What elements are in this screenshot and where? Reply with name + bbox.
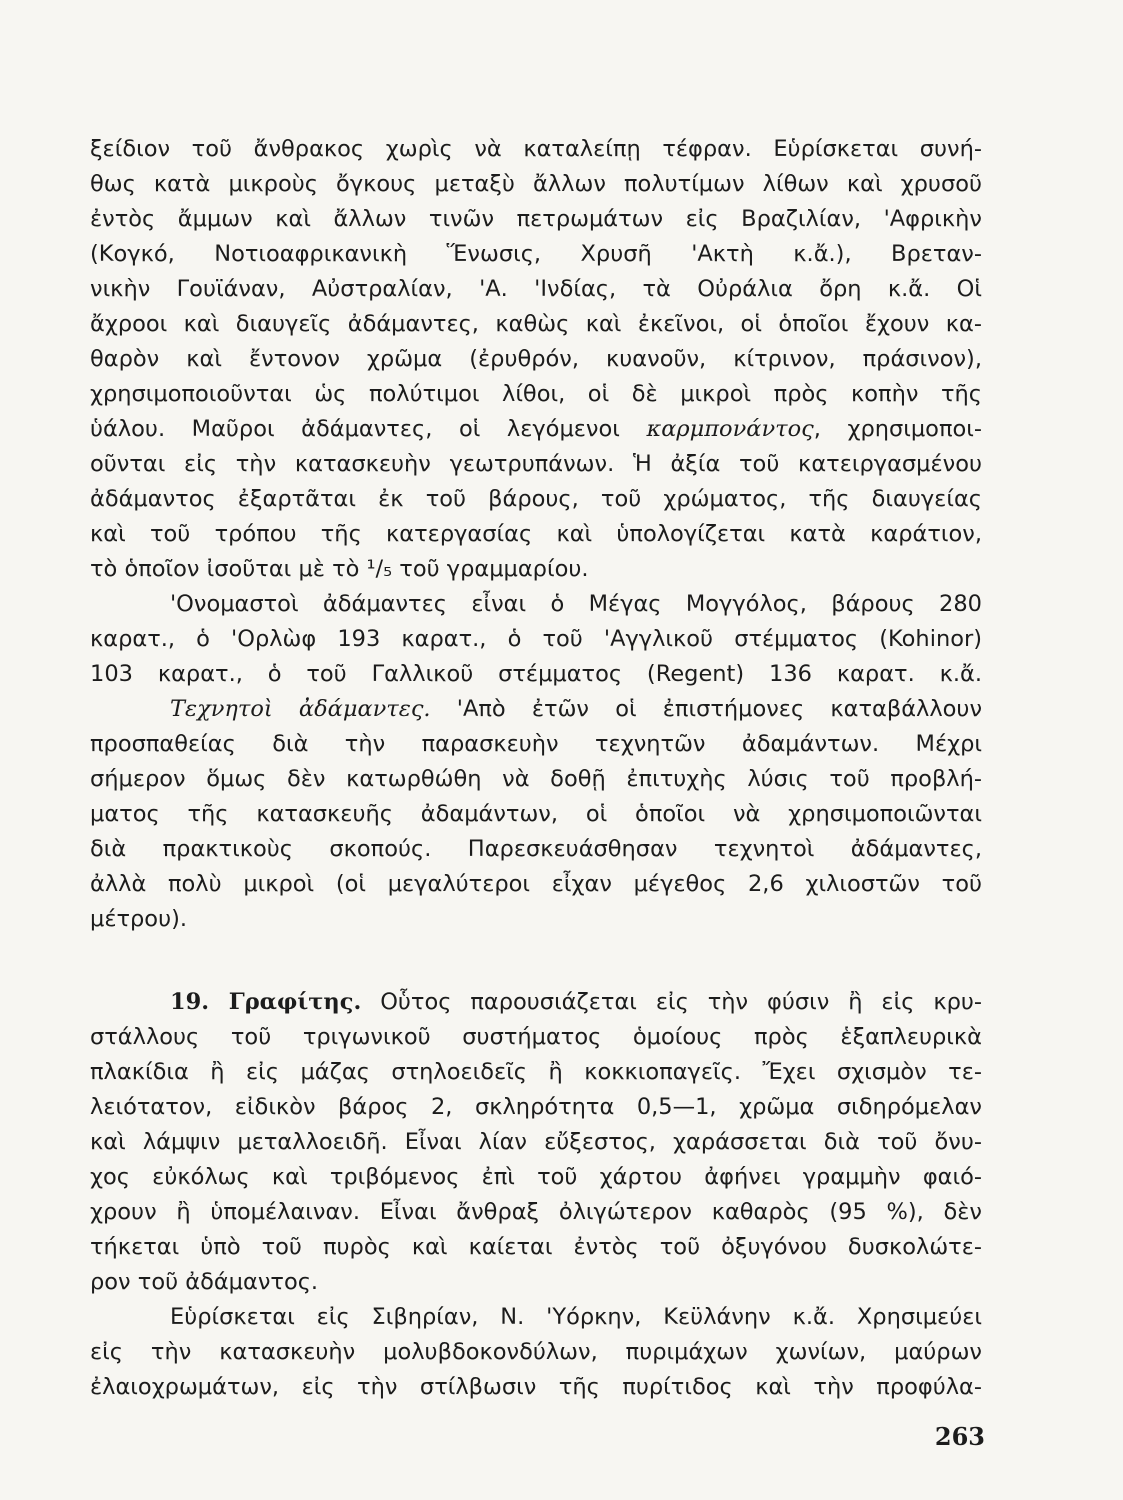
text-line: προσπαθείας διὰ τὴν παρασκευὴν τεχνητῶν ἀδαμάντων. Μέχρι	[90, 731, 982, 757]
text-line: καρατ., ὁ 'Ορλὼφ 193 καρατ., ὁ τοῦ 'Αγγλικοῦ στέμματος (Kohinor)	[90, 626, 982, 652]
text-line: ξείδιον τοῦ ἄνθρακος χωρὶς νὰ καταλείπῃ τέφραν. Εὑρίσκεται συνή-	[90, 136, 982, 162]
text-line: ἐντὸς ἄμμων καὶ ἄλλων τινῶν πετρωμάτων εἰς Βραζιλίαν, 'Αφρικὴν	[90, 206, 982, 232]
text-line: νικὴν Γουϊάναν, Αὐστραλίαν, 'Α. 'Ινδίας, τὰ Οὐράλια ὄρη κ.ἄ. Οἱ	[90, 276, 982, 302]
text-line: τὸ ὁποῖον ἰσοῦται μὲ τὸ ¹/₅ τοῦ γραμμαρίου.	[90, 556, 589, 582]
text-line: ἀδάμαντος ἐξαρτᾶται ἐκ τοῦ βάρους, τοῦ χρώματος, τῆς διαυγείας	[90, 486, 982, 512]
text-line: χος εὐκόλως καὶ τριβόμενος ἐπὶ τοῦ χάρτου ἀφήνει γραμμὴν φαιό-	[90, 1164, 982, 1190]
text-line: θως κατὰ μικροὺς ὄγκους μεταξὺ ἄλλων πολυτίμων λίθων καὶ χρυσοῦ	[90, 171, 982, 197]
text-line: 'Ονομαστοὶ ἀδάμαντες εἶναι ὁ Μέγας Μογγόλος, βάρους 280	[170, 591, 982, 617]
text-line: χρουν ἢ ὑπομέλαιναν. Εἶναι ἄνθραξ ὀλιγώτερον καθαρὸς (95 %), δὲν	[90, 1199, 982, 1225]
text-line: ματος τῆς κατασκευῆς ἀδαμάντων, οἱ ὁποῖοι νὰ χρησιμοποιῶνται	[90, 801, 982, 827]
text-block-upper	[90, 132, 982, 937]
text-fragment: ὑάλου. Μαῦροι ἀδάμαντες, οἱ λεγόμενοι	[90, 416, 620, 442]
text-line: οῦνται εἰς τὴν κατασκευὴν γεωτρυπάνων. Ἡ ἀξία τοῦ κατειργασμένου	[90, 451, 982, 477]
text-line: ἐλαιοχρωμάτων, εἰς τὴν στίλβωσιν τῆς πυρίτιδος καὶ τὴν προφύλα-	[90, 1374, 982, 1400]
text-line: 103 καρατ., ὁ τοῦ Γαλλικοῦ στέμματος (Regent) 136 καρατ. κ.ἄ.	[90, 661, 982, 687]
text-block-lower	[90, 985, 982, 1405]
text-line: (Κογκό, Νοτιοαφρικανικὴ Ἕνωσις, Χρυσῆ 'Ακτὴ κ.ἄ.), Βρεταν-	[90, 241, 982, 267]
text-line: λειότατον, εἰδικὸν βάρος 2, σκληρότητα 0,5—1, χρῶμα σιδηρόμελαν	[90, 1094, 982, 1120]
text-line: μέτρου).	[90, 906, 188, 932]
text-line-karbonantos	[90, 412, 982, 447]
section-heading-line	[90, 985, 982, 1020]
text-line: ἀλλὰ πολὺ μικροὶ (οἱ μεγαλύτεροι εἶχαν μέγεθος 2,6 χιλιοστῶν τοῦ	[90, 871, 982, 897]
text-line: πλακίδια ἢ εἰς μάζας στηλοειδεῖς ἢ κοκκιοπαγεῖς. Ἔχει σχισμὸν τε-	[90, 1059, 982, 1085]
text-line: καὶ λάμψιν μεταλλοειδῆ. Εἶναι λίαν εὔξεστος, χαράσσεται διὰ τοῦ ὄνυ-	[90, 1129, 982, 1155]
text-line: εἰς τὴν κατασκευὴν μολυβδοκονδύλων, πυριμάχων χωνίων, μαύρων	[90, 1339, 982, 1365]
section-heading: 19. Γραφίτης.	[170, 989, 362, 1015]
text-line: διὰ πρακτικοὺς σκοπούς. Παρεσκευάσθησαν τεχνητοὶ ἀδάμαντες,	[90, 836, 982, 862]
italic-term: καρμπονάντος	[646, 416, 814, 442]
text-fragment: 'Απὸ ἐτῶν οἱ ἐπιστήμονες καταβάλλουν	[456, 696, 982, 722]
text-line: καὶ τοῦ τρόπου τῆς κατεργασίας καὶ ὑπολογίζεται κατὰ καράτιον,	[90, 521, 982, 547]
text-line: σήμερον ὅμως δὲν κατωρθώθη νὰ δοθῇ ἐπιτυχὴς λύσις τοῦ προβλή-	[90, 766, 982, 792]
text-line: ρον τοῦ ἀδάμαντος.	[90, 1269, 319, 1295]
page-number: 263	[934, 1422, 985, 1451]
text-line: Εὑρίσκεται εἰς Σιβηρίαν, Ν. 'Υόρκην, Κεϋλάνην κ.ἄ. Χρησιμεύει	[170, 1304, 982, 1330]
text-line-artificial-heading	[90, 692, 982, 727]
text-line: τήκεται ὑπὸ τοῦ πυρὸς καὶ καίεται ἐντὸς τοῦ ὀξυγόνου δυσκολώτε-	[90, 1234, 982, 1260]
italic-heading: Τεχνητοὶ ἀδάμαντες.	[170, 696, 431, 722]
text-fragment: , χρησιμοποι-	[813, 416, 982, 442]
text-line: χρησιμοποιοῦνται ὡς πολύτιμοι λίθοι, οἱ δὲ μικροὶ πρὸς κοπὴν τῆς	[90, 381, 982, 407]
text-line: θαρὸν καὶ ἔντονον χρῶμα (ἐρυθρόν, κυανοῦν, κίτρινον, πράσινον),	[90, 346, 982, 372]
text-fragment: Οὗτος παρουσιάζεται εἰς τὴν φύσιν ἢ εἰς κρυ-	[380, 989, 982, 1015]
text-line: στάλλους τοῦ τριγωνικοῦ συστήματος ὁμοίους πρὸς ἑξαπλευρικὰ	[90, 1024, 982, 1050]
text-line: ἄχροοι καὶ διαυγεῖς ἀδάμαντες, καθὼς καὶ ἐκεῖνοι, οἱ ὁποῖοι ἔχουν κα-	[90, 311, 982, 337]
